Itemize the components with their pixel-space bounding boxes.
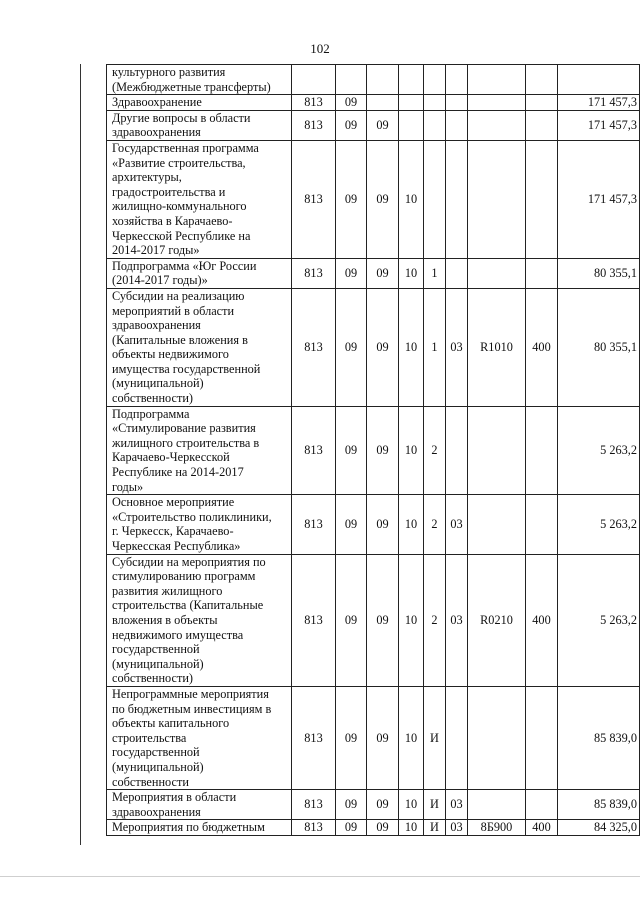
cell-section: 09 (336, 406, 367, 495)
cell-program (399, 65, 424, 95)
cell-amount: 80 355,1 (558, 288, 640, 406)
cell-amount: 171 457,3 (558, 110, 640, 140)
cell-main-event (446, 140, 468, 258)
cell-main-event: 03 (446, 820, 468, 836)
cell-section: 09 (336, 495, 367, 554)
cell-expense-type (526, 95, 558, 111)
page-bottom-edge (0, 876, 640, 877)
row-name: Государственная программа «Развитие строительства, архитектуры, градостроительства и жилищно-коммунального хозяйства в Карачаево- Черкесской Республике на 2014-2017 годы» (107, 140, 292, 258)
table-row (107, 110, 640, 140)
cell-subprogram: И (424, 820, 446, 836)
cell-subsection: 09 (367, 258, 399, 288)
cell-main-event (446, 686, 468, 789)
cell-expense-type: 400 (526, 554, 558, 686)
cell-amount (558, 65, 640, 95)
cell-ved (292, 65, 336, 95)
cell-direction (468, 258, 526, 288)
table-row (107, 258, 640, 288)
row-name: Здравоохранение (107, 95, 292, 111)
cell-subprogram: И (424, 686, 446, 789)
cell-amount: 80 355,1 (558, 258, 640, 288)
table-row (107, 554, 640, 686)
table-body (107, 65, 640, 836)
cell-subprogram: 1 (424, 258, 446, 288)
cell-subsection: 09 (367, 554, 399, 686)
cell-program (399, 110, 424, 140)
cell-program: 10 (399, 258, 424, 288)
cell-ved: 813 (292, 686, 336, 789)
page-number: 102 (310, 41, 330, 56)
cell-ved: 813 (292, 790, 336, 820)
cell-direction (468, 495, 526, 554)
cell-amount: 5 263,2 (558, 495, 640, 554)
cell-main-event (446, 258, 468, 288)
cell-subprogram (424, 95, 446, 111)
cell-expense-type: 400 (526, 288, 558, 406)
cell-main-event: 03 (446, 790, 468, 820)
row-name: Подпрограмма «Юг России (2014-2017 годы)» (107, 258, 292, 288)
cell-ved: 813 (292, 140, 336, 258)
cell-direction (468, 406, 526, 495)
cell-subprogram (424, 110, 446, 140)
cell-program: 10 (399, 288, 424, 406)
cell-subsection: 09 (367, 820, 399, 836)
cell-main-event (446, 406, 468, 495)
cell-section: 09 (336, 110, 367, 140)
cell-expense-type (526, 110, 558, 140)
table-row (107, 406, 640, 495)
cell-section: 09 (336, 288, 367, 406)
table-row (107, 495, 640, 554)
cell-section: 09 (336, 820, 367, 836)
cell-direction (468, 110, 526, 140)
cell-amount: 85 839,0 (558, 686, 640, 789)
table-row (107, 790, 640, 820)
cell-expense-type (526, 406, 558, 495)
cell-expense-type (526, 790, 558, 820)
table-row (107, 820, 640, 836)
cell-program: 10 (399, 554, 424, 686)
cell-ved: 813 (292, 288, 336, 406)
row-name: Подпрограмма «Стимулирование развития жилищного строительства в Карачаево-Черкесской Республике на 2014-2017 годы» (107, 406, 292, 495)
cell-amount: 84 325,0 (558, 820, 640, 836)
cell-direction: 8Б900 (468, 820, 526, 836)
cell-expense-type (526, 686, 558, 789)
cell-subprogram: 2 (424, 495, 446, 554)
cell-subprogram: 2 (424, 554, 446, 686)
cell-subsection: 09 (367, 495, 399, 554)
row-name: культурного развития (Межбюджетные трансферты) (107, 65, 292, 95)
cell-subprogram (424, 65, 446, 95)
cell-subsection (367, 65, 399, 95)
cell-subsection: 09 (367, 406, 399, 495)
row-name: Непрограммные мероприятия по бюджетным инвестициям в объекты капитального строительства государственной (муниципальной) собственности (107, 686, 292, 789)
cell-main-event (446, 65, 468, 95)
cell-program: 10 (399, 495, 424, 554)
cell-main-event: 03 (446, 495, 468, 554)
cell-subprogram: 1 (424, 288, 446, 406)
row-name: Мероприятия по бюджетным (107, 820, 292, 836)
cell-subsection: 09 (367, 140, 399, 258)
cell-program: 10 (399, 406, 424, 495)
cell-direction (468, 790, 526, 820)
cell-direction (468, 140, 526, 258)
table-row (107, 95, 640, 111)
budget-table (106, 64, 640, 836)
cell-subprogram: И (424, 790, 446, 820)
row-name: Основное мероприятие «Строительство поликлиники, г. Черкесск, Карачаево- Черкесская Республика» (107, 495, 292, 554)
cell-direction: R1010 (468, 288, 526, 406)
row-name: Другие вопросы в области здравоохранения (107, 110, 292, 140)
row-name: Субсидии на реализацию мероприятий в области здравоохранения (Капитальные вложения в объекты недвижимого имущества государственной (муниципальной) собственности) (107, 288, 292, 406)
cell-subsection: 09 (367, 110, 399, 140)
cell-subsection: 09 (367, 288, 399, 406)
table-row (107, 140, 640, 258)
row-name: Мероприятия в области здравоохранения (107, 790, 292, 820)
row-name: Субсидии на мероприятия по стимулированию программ развития жилищного строительства (Капитальные вложения в объекты недвижимого имущества государственной (муниципальной) собственности) (107, 554, 292, 686)
cell-main-event: 03 (446, 288, 468, 406)
cell-expense-type: 400 (526, 820, 558, 836)
cell-expense-type (526, 258, 558, 288)
cell-ved: 813 (292, 820, 336, 836)
cell-program: 10 (399, 790, 424, 820)
cell-section (336, 65, 367, 95)
cell-section: 09 (336, 554, 367, 686)
cell-amount: 5 263,2 (558, 406, 640, 495)
cell-amount: 171 457,3 (558, 140, 640, 258)
cell-ved: 813 (292, 258, 336, 288)
cell-subsection: 09 (367, 686, 399, 789)
cell-subsection (367, 95, 399, 111)
cell-ved: 813 (292, 95, 336, 111)
cell-section: 09 (336, 790, 367, 820)
cell-direction (468, 65, 526, 95)
cell-direction (468, 686, 526, 789)
cell-program: 10 (399, 140, 424, 258)
cell-section: 09 (336, 140, 367, 258)
cell-ved: 813 (292, 554, 336, 686)
cell-amount: 85 839,0 (558, 790, 640, 820)
cell-ved: 813 (292, 406, 336, 495)
cell-expense-type (526, 140, 558, 258)
cell-section: 09 (336, 95, 367, 111)
cell-section: 09 (336, 686, 367, 789)
table-row (107, 288, 640, 406)
cell-program: 10 (399, 820, 424, 836)
cell-main-event: 03 (446, 554, 468, 686)
cell-amount: 5 263,2 (558, 554, 640, 686)
cell-subprogram (424, 140, 446, 258)
cell-ved: 813 (292, 110, 336, 140)
cell-direction (468, 95, 526, 111)
left-margin-rule (80, 64, 81, 845)
cell-program (399, 95, 424, 111)
cell-section: 09 (336, 258, 367, 288)
table-row (107, 686, 640, 789)
cell-program: 10 (399, 686, 424, 789)
cell-direction: R0210 (468, 554, 526, 686)
cell-main-event (446, 95, 468, 111)
table-row (107, 65, 640, 95)
cell-amount: 171 457,3 (558, 95, 640, 111)
cell-expense-type (526, 495, 558, 554)
cell-subprogram: 2 (424, 406, 446, 495)
cell-ved: 813 (292, 495, 336, 554)
cell-subsection: 09 (367, 790, 399, 820)
cell-main-event (446, 110, 468, 140)
cell-expense-type (526, 65, 558, 95)
